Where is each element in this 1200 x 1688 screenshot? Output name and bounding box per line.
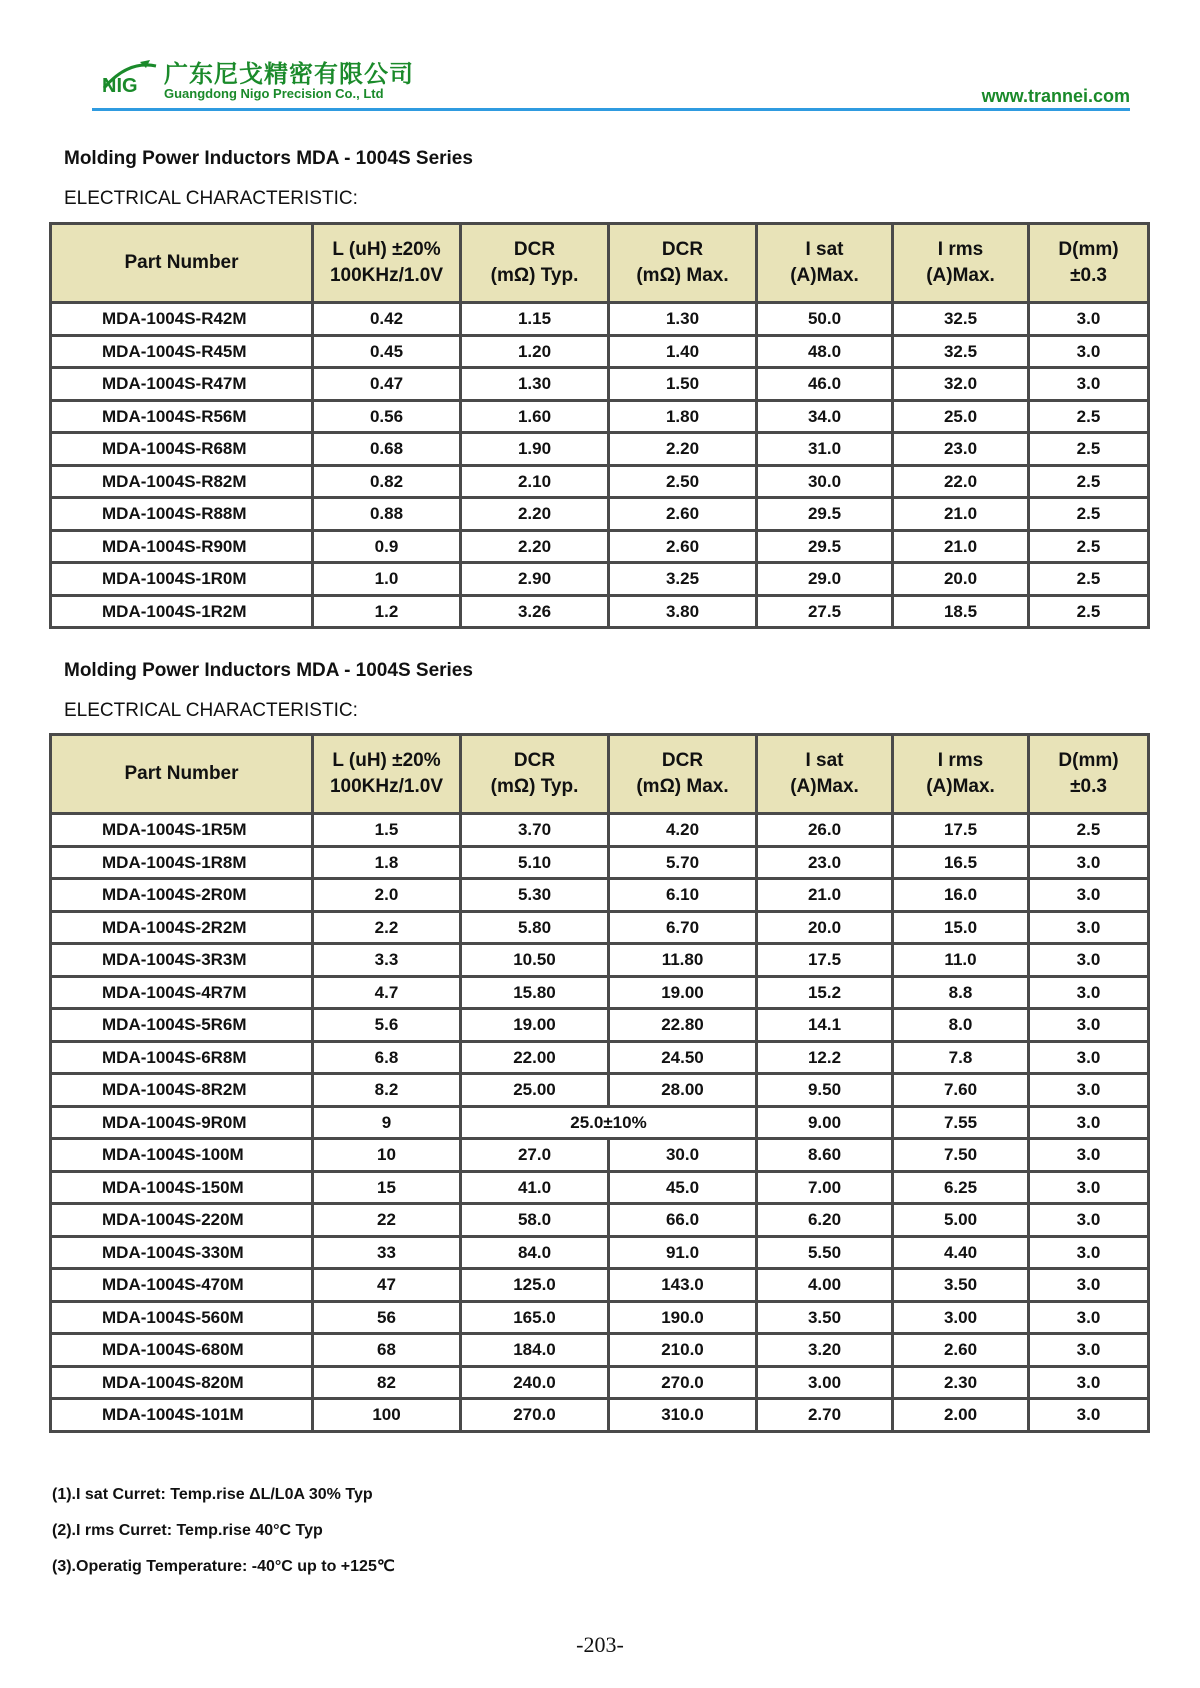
part-number-cell: MDA-1004S-R42M <box>51 303 313 336</box>
table-cell: 3.00 <box>893 1301 1029 1334</box>
column-header: Part Number <box>51 224 313 303</box>
table-cell: 2.5 <box>1029 433 1149 466</box>
table-cell: 2.0 <box>313 879 461 912</box>
table-row <box>51 879 1149 912</box>
column-header: DCR (mΩ) Typ. <box>461 735 609 814</box>
table-cell: 4.40 <box>893 1236 1029 1269</box>
table-cell: 2.10 <box>461 465 609 498</box>
table-cell: 3.0 <box>1029 1204 1149 1237</box>
table-cell: 2.60 <box>893 1334 1029 1367</box>
table-cell: 0.45 <box>313 335 461 368</box>
table-cell: 0.42 <box>313 303 461 336</box>
table-cell: 8.0 <box>893 1009 1029 1042</box>
column-header: I sat (A)Max. <box>757 735 893 814</box>
table-cell: 3.0 <box>1029 335 1149 368</box>
table-cell: 91.0 <box>609 1236 757 1269</box>
table-row <box>51 1269 1149 1302</box>
table-cell: 23.0 <box>893 433 1029 466</box>
table-row <box>51 498 1149 531</box>
table-cell: 10.50 <box>461 944 609 977</box>
table-cell: 19.00 <box>461 1009 609 1042</box>
table-row <box>51 1204 1149 1237</box>
table-cell: 2.00 <box>893 1399 1029 1432</box>
table-cell: 22.80 <box>609 1009 757 1042</box>
table-cell: 2.20 <box>609 433 757 466</box>
table-cell: 21.0 <box>893 498 1029 531</box>
table-cell: 30.0 <box>757 465 893 498</box>
table-cell: 2.60 <box>609 498 757 531</box>
table-cell: 1.30 <box>609 303 757 336</box>
part-number-cell: MDA-1004S-1R2M <box>51 595 313 628</box>
part-number-cell: MDA-1004S-1R5M <box>51 814 313 847</box>
table-cell: 27.5 <box>757 595 893 628</box>
table-cell: 14.1 <box>757 1009 893 1042</box>
part-number-cell: MDA-1004S-1R8M <box>51 846 313 879</box>
table-cell: 68 <box>313 1334 461 1367</box>
table-row <box>51 944 1149 977</box>
table-row <box>51 335 1149 368</box>
table-row <box>51 1301 1149 1334</box>
column-header: I rms (A)Max. <box>893 224 1029 303</box>
table-cell: 1.2 <box>313 595 461 628</box>
table-cell: 22.00 <box>461 1041 609 1074</box>
part-number-cell: MDA-1004S-6R8M <box>51 1041 313 1074</box>
part-number-cell: MDA-1004S-101M <box>51 1399 313 1432</box>
table-cell: 3.80 <box>609 595 757 628</box>
table-cell: 7.50 <box>893 1139 1029 1172</box>
table-cell: 46.0 <box>757 368 893 401</box>
table-cell: 3.0 <box>1029 879 1149 912</box>
table-cell: 1.40 <box>609 335 757 368</box>
table-header-row <box>51 735 1149 814</box>
table-cell: 9.00 <box>757 1106 893 1139</box>
column-header: D(mm) ±0.3 <box>1029 224 1149 303</box>
section-subtitle: ELECTRICAL CHARACTERISTIC: <box>64 700 358 721</box>
table-row <box>51 911 1149 944</box>
table-cell: 25.0 <box>893 400 1029 433</box>
table-cell: 1.5 <box>313 814 461 847</box>
table-cell: 2.5 <box>1029 400 1149 433</box>
table-row <box>51 1171 1149 1204</box>
table-cell: 17.5 <box>893 814 1029 847</box>
page-header <box>100 52 1130 112</box>
table-cell: 0.82 <box>313 465 461 498</box>
table-cell: 29.5 <box>757 498 893 531</box>
table-cell: 3.0 <box>1029 911 1149 944</box>
table-cell: 2.5 <box>1029 498 1149 531</box>
table-row <box>51 368 1149 401</box>
table-cell: 32.5 <box>893 335 1029 368</box>
table-cell: 41.0 <box>461 1171 609 1204</box>
section-title: Molding Power Inductors MDA - 1004S Series <box>64 660 473 681</box>
logo-text: NIG <box>102 75 138 97</box>
table-cell: 3.0 <box>1029 1171 1149 1204</box>
table-cell: 3.0 <box>1029 1334 1149 1367</box>
section-title: Molding Power Inductors MDA - 1004S Series <box>64 148 473 169</box>
table-cell: 3.00 <box>757 1366 893 1399</box>
table-row <box>51 976 1149 1009</box>
table-row <box>51 1041 1149 1074</box>
table-row <box>51 1236 1149 1269</box>
company-name-en: Guangdong Nigo Precision Co., Ltd <box>164 86 384 101</box>
table-row <box>51 846 1149 879</box>
part-number-cell: MDA-1004S-4R7M <box>51 976 313 1009</box>
table-cell: 2.2 <box>313 911 461 944</box>
table-row <box>51 1009 1149 1042</box>
table-cell: 4.00 <box>757 1269 893 1302</box>
table-row <box>51 1334 1149 1367</box>
table-cell: 29.0 <box>757 563 893 596</box>
part-number-cell: MDA-1004S-R88M <box>51 498 313 531</box>
table-cell: 28.00 <box>609 1074 757 1107</box>
part-number-cell: MDA-1004S-9R0M <box>51 1106 313 1139</box>
table-cell: 22 <box>313 1204 461 1237</box>
header-divider <box>92 108 1130 111</box>
table-cell: 11.80 <box>609 944 757 977</box>
part-number-cell: MDA-1004S-330M <box>51 1236 313 1269</box>
table-cell: 33 <box>313 1236 461 1269</box>
table-cell: 3.0 <box>1029 1236 1149 1269</box>
table-cell: 15.0 <box>893 911 1029 944</box>
table-cell: 0.68 <box>313 433 461 466</box>
table-cell: 15.2 <box>757 976 893 1009</box>
notes <box>52 1480 395 1588</box>
table-cell: 3.3 <box>313 944 461 977</box>
part-number-cell: MDA-1004S-8R2M <box>51 1074 313 1107</box>
table-row <box>51 1106 1149 1139</box>
table-cell: 66.0 <box>609 1204 757 1237</box>
table-cell: 3.50 <box>893 1269 1029 1302</box>
table-cell: 0.88 <box>313 498 461 531</box>
table-cell: 26.0 <box>757 814 893 847</box>
column-header: L (uH) ±20% 100KHz/1.0V <box>313 224 461 303</box>
table-cell: 4.7 <box>313 976 461 1009</box>
table-row <box>51 530 1149 563</box>
table-cell: 45.0 <box>609 1171 757 1204</box>
part-number-cell: MDA-1004S-R45M <box>51 335 313 368</box>
table-cell: 2.30 <box>893 1366 1029 1399</box>
table-cell: 310.0 <box>609 1399 757 1432</box>
table-row <box>51 400 1149 433</box>
part-number-cell: MDA-1004S-R47M <box>51 368 313 401</box>
note-temperature: (3).Operatig Temperature: -40°C up to +125℃ <box>52 1558 395 1575</box>
table-cell: 10 <box>313 1139 461 1172</box>
table-cell: 25.00 <box>461 1074 609 1107</box>
table-cell: 3.26 <box>461 595 609 628</box>
table-cell: 18.5 <box>893 595 1029 628</box>
table-cell: 2.5 <box>1029 465 1149 498</box>
table-row <box>51 814 1149 847</box>
table-cell: 12.2 <box>757 1041 893 1074</box>
table-cell: 47 <box>313 1269 461 1302</box>
website-link[interactable]: www.trannei.com <box>981 86 1130 106</box>
table-row <box>51 1139 1149 1172</box>
part-number-cell: MDA-1004S-R68M <box>51 433 313 466</box>
company-name-cn: 广东尼戈精密有限公司 <box>164 61 414 88</box>
page-number: -203- <box>576 1632 624 1657</box>
table-cell: 3.0 <box>1029 1041 1149 1074</box>
table-cell: 9 <box>313 1106 461 1139</box>
nig-logo-icon <box>100 58 160 98</box>
part-number-cell: MDA-1004S-5R6M <box>51 1009 313 1042</box>
table-cell: 143.0 <box>609 1269 757 1302</box>
table-cell: 3.50 <box>757 1301 893 1334</box>
table-cell: 5.80 <box>461 911 609 944</box>
table-cell: 8.8 <box>893 976 1029 1009</box>
section-subtitle: ELECTRICAL CHARACTERISTIC: <box>64 188 358 209</box>
part-number-cell: MDA-1004S-820M <box>51 1366 313 1399</box>
table-cell: 2.5 <box>1029 563 1149 596</box>
table-cell: 27.0 <box>461 1139 609 1172</box>
table-cell: 6.8 <box>313 1041 461 1074</box>
part-number-cell: MDA-1004S-560M <box>51 1301 313 1334</box>
part-number-cell: MDA-1004S-R82M <box>51 465 313 498</box>
table-cell: 4.20 <box>609 814 757 847</box>
table-cell: 2.5 <box>1029 530 1149 563</box>
table-cell: 16.0 <box>893 879 1029 912</box>
table-header-row <box>51 224 1149 303</box>
table-row <box>51 1399 1149 1432</box>
table-cell: 3.0 <box>1029 944 1149 977</box>
table-cell: 82 <box>313 1366 461 1399</box>
table-cell: 15.80 <box>461 976 609 1009</box>
table-cell: 32.5 <box>893 303 1029 336</box>
table-cell: 8.2 <box>313 1074 461 1107</box>
table-cell: 20.0 <box>893 563 1029 596</box>
table-cell: 3.0 <box>1029 1074 1149 1107</box>
table-cell: 3.0 <box>1029 1009 1149 1042</box>
table-cell: 21.0 <box>893 530 1029 563</box>
table-cell: 6.70 <box>609 911 757 944</box>
table-cell: 19.00 <box>609 976 757 1009</box>
table-row <box>51 433 1149 466</box>
part-number-cell: MDA-1004S-2R0M <box>51 879 313 912</box>
table-cell: 6.25 <box>893 1171 1029 1204</box>
part-number-cell: MDA-1004S-470M <box>51 1269 313 1302</box>
part-number-cell: MDA-1004S-2R2M <box>51 911 313 944</box>
table-cell: 3.0 <box>1029 976 1149 1009</box>
part-number-cell: MDA-1004S-R90M <box>51 530 313 563</box>
column-header: Part Number <box>51 735 313 814</box>
table-cell: 2.20 <box>461 498 609 531</box>
table-cell: 2.50 <box>609 465 757 498</box>
table-cell: 7.8 <box>893 1041 1029 1074</box>
table-cell: 240.0 <box>461 1366 609 1399</box>
table-cell: 1.15 <box>461 303 609 336</box>
table-cell: 3.0 <box>1029 1106 1149 1139</box>
table-cell: 3.70 <box>461 814 609 847</box>
table-row <box>51 465 1149 498</box>
table-cell: 48.0 <box>757 335 893 368</box>
table-cell: 2.70 <box>757 1399 893 1432</box>
electrical-table-2 <box>49 733 1150 1433</box>
table-cell: 34.0 <box>757 400 893 433</box>
table-cell: 2.5 <box>1029 814 1149 847</box>
column-header: DCR (mΩ) Max. <box>609 735 757 814</box>
table-cell: 1.0 <box>313 563 461 596</box>
part-number-cell: MDA-1004S-150M <box>51 1171 313 1204</box>
table-cell: 184.0 <box>461 1334 609 1367</box>
table-cell: 7.00 <box>757 1171 893 1204</box>
table-cell: 1.20 <box>461 335 609 368</box>
table-cell: 7.55 <box>893 1106 1029 1139</box>
table-cell: 5.70 <box>609 846 757 879</box>
table-cell: 1.60 <box>461 400 609 433</box>
table-cell: 210.0 <box>609 1334 757 1367</box>
table-cell: 30.0 <box>609 1139 757 1172</box>
table-cell: 5.00 <box>893 1204 1029 1237</box>
table-cell: 11.0 <box>893 944 1029 977</box>
table-cell: 16.5 <box>893 846 1029 879</box>
table-row <box>51 303 1149 336</box>
table-cell: 5.30 <box>461 879 609 912</box>
table-cell: 1.8 <box>313 846 461 879</box>
table-cell: 5.10 <box>461 846 609 879</box>
table-cell: 32.0 <box>893 368 1029 401</box>
table-cell: 24.50 <box>609 1041 757 1074</box>
table-cell: 23.0 <box>757 846 893 879</box>
table-cell: 31.0 <box>757 433 893 466</box>
table-cell: 1.80 <box>609 400 757 433</box>
column-header: DCR (mΩ) Max. <box>609 224 757 303</box>
table-cell: 2.20 <box>461 530 609 563</box>
table-cell: 3.0 <box>1029 1301 1149 1334</box>
table-cell: 15 <box>313 1171 461 1204</box>
table-cell: 58.0 <box>461 1204 609 1237</box>
table-cell: 50.0 <box>757 303 893 336</box>
table-cell: 17.5 <box>757 944 893 977</box>
table-cell: 270.0 <box>609 1366 757 1399</box>
table-cell: 3.20 <box>757 1334 893 1367</box>
note-irms: (2).I rms Curret: Temp.rise 40°C Typ <box>52 1522 323 1539</box>
table-cell: 3.0 <box>1029 303 1149 336</box>
table-cell: 9.50 <box>757 1074 893 1107</box>
part-number-cell: MDA-1004S-100M <box>51 1139 313 1172</box>
table-cell: 3.0 <box>1029 846 1149 879</box>
part-number-cell: MDA-1004S-220M <box>51 1204 313 1237</box>
table-cell: 3.0 <box>1029 368 1149 401</box>
part-number-cell: MDA-1004S-3R3M <box>51 944 313 977</box>
part-number-cell: MDA-1004S-680M <box>51 1334 313 1367</box>
table-cell: 2.90 <box>461 563 609 596</box>
electrical-table-1 <box>49 222 1150 629</box>
table-cell: 0.47 <box>313 368 461 401</box>
table-cell: 3.0 <box>1029 1269 1149 1302</box>
table-row <box>51 1074 1149 1107</box>
part-number-cell: MDA-1004S-1R0M <box>51 563 313 596</box>
column-header: D(mm) ±0.3 <box>1029 735 1149 814</box>
table-cell: 8.60 <box>757 1139 893 1172</box>
table-row <box>51 563 1149 596</box>
table-cell: 3.0 <box>1029 1366 1149 1399</box>
column-header: L (uH) ±20% 100KHz/1.0V <box>313 735 461 814</box>
table-cell: 29.5 <box>757 530 893 563</box>
table-cell: 1.30 <box>461 368 609 401</box>
note-isat: (1).I sat Curret: Temp.rise ΔL/L0A 30% Typ <box>52 1486 373 1503</box>
table-cell: 84.0 <box>461 1236 609 1269</box>
table-cell: 3.0 <box>1029 1399 1149 1432</box>
table-cell: 1.50 <box>609 368 757 401</box>
table-cell: 5.50 <box>757 1236 893 1269</box>
table-cell: 125.0 <box>461 1269 609 1302</box>
table-cell: 2.5 <box>1029 595 1149 628</box>
table-cell: 6.10 <box>609 879 757 912</box>
table-row <box>51 595 1149 628</box>
table-cell: 22.0 <box>893 465 1029 498</box>
table-cell: 2.60 <box>609 530 757 563</box>
table-cell: 3.0 <box>1029 1139 1149 1172</box>
table-cell: 56 <box>313 1301 461 1334</box>
table-cell: 6.20 <box>757 1204 893 1237</box>
table-cell: 7.60 <box>893 1074 1029 1107</box>
table-cell: 165.0 <box>461 1301 609 1334</box>
table-cell: 100 <box>313 1399 461 1432</box>
table-cell: 20.0 <box>757 911 893 944</box>
table-row <box>51 1366 1149 1399</box>
column-header: I rms (A)Max. <box>893 735 1029 814</box>
table-cell: 1.90 <box>461 433 609 466</box>
table-cell: 25.0±10% <box>461 1106 757 1139</box>
column-header: I sat (A)Max. <box>757 224 893 303</box>
table-cell: 270.0 <box>461 1399 609 1432</box>
table-cell: 21.0 <box>757 879 893 912</box>
part-number-cell: MDA-1004S-R56M <box>51 400 313 433</box>
table-cell: 0.9 <box>313 530 461 563</box>
table-cell: 5.6 <box>313 1009 461 1042</box>
table-cell: 190.0 <box>609 1301 757 1334</box>
table-cell: 3.25 <box>609 563 757 596</box>
column-header: DCR (mΩ) Typ. <box>461 224 609 303</box>
table-cell: 0.56 <box>313 400 461 433</box>
